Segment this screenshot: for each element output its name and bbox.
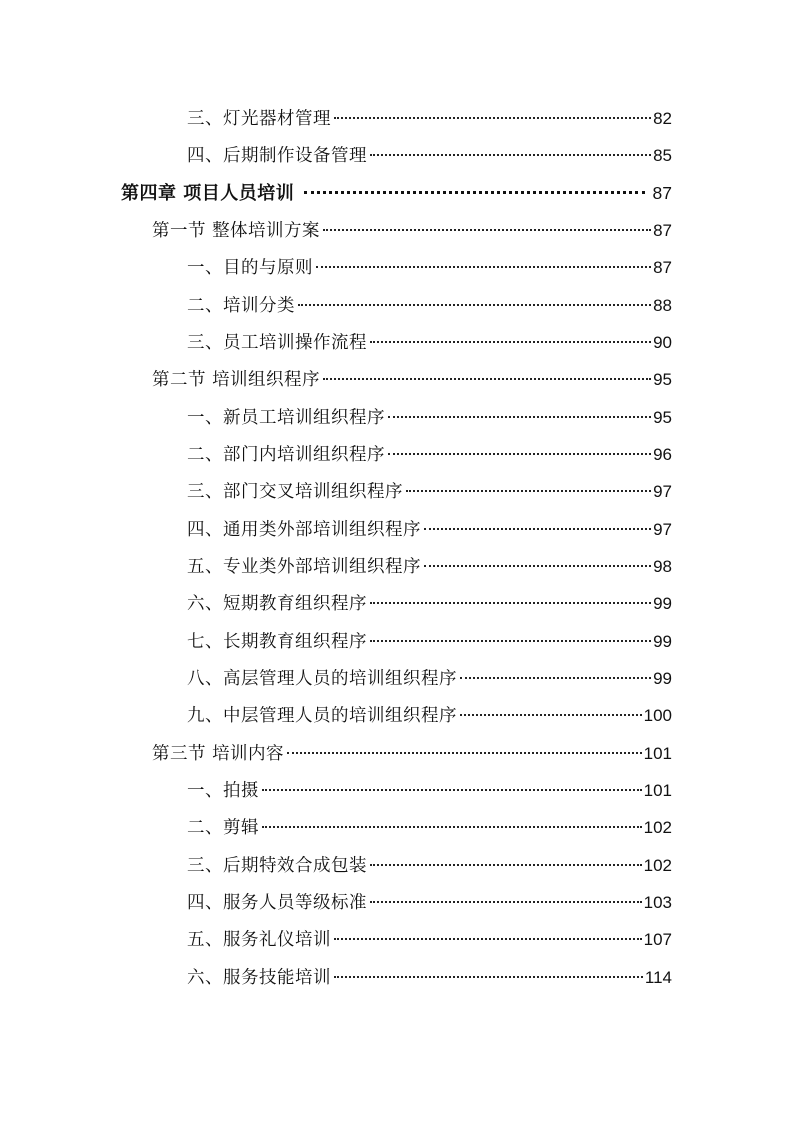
toc-leader-dots (388, 416, 651, 418)
toc-page-number: 85 (653, 146, 672, 165)
toc-entry-label: 九、中层管理人员的培训组织程序 (187, 706, 457, 726)
toc-entry[interactable] (187, 926, 672, 954)
toc-entry-label: 二、剪辑 (187, 818, 259, 838)
toc-entry-label: 三、员工培训操作流程 (187, 333, 367, 353)
toc-page-number: 90 (653, 333, 672, 352)
toc-entry-label: 第二节 培训组织程序 (152, 370, 321, 390)
toc-entry-label: 四、后期制作设备管理 (187, 146, 367, 166)
toc-entry-label: 四、服务人员等级标准 (187, 893, 367, 913)
toc-entry[interactable] (187, 964, 672, 992)
toc-entry[interactable] (187, 516, 672, 544)
toc-page-number: 99 (653, 632, 672, 651)
toc-page-number: 99 (653, 669, 672, 688)
toc-page-number: 98 (653, 557, 672, 576)
toc-section-entry[interactable] (152, 740, 672, 768)
toc-page-number: 87 (653, 221, 672, 240)
toc-leader-dots (323, 378, 651, 380)
toc-leader-dots (370, 341, 651, 343)
toc-entry-label: 六、服务技能培训 (187, 968, 331, 988)
toc-entry-label: 一、新员工培训组织程序 (187, 408, 385, 428)
toc-page-number: 96 (653, 445, 672, 464)
toc-page-number: 95 (653, 370, 672, 389)
toc-page-number: 88 (653, 296, 672, 315)
toc-entry[interactable] (187, 889, 672, 917)
toc-leader-dots (298, 304, 651, 306)
toc-section-entry[interactable] (152, 366, 672, 394)
toc-page-number: 97 (653, 482, 672, 501)
toc-entry[interactable] (187, 254, 672, 282)
toc-entry-label: 六、短期教育组织程序 (187, 594, 367, 614)
toc-entry[interactable] (187, 777, 672, 805)
toc-entry-label: 五、专业类外部培训组织程序 (187, 557, 421, 577)
toc-page-number: 102 (643, 856, 672, 875)
toc-page-number: 107 (643, 930, 672, 949)
toc-page-number: 87 (652, 183, 672, 203)
toc-entry-label: 第四章 项目人员培训 (121, 183, 295, 204)
toc-entry[interactable] (187, 590, 672, 618)
toc-entry-label: 三、部门交叉培训组织程序 (187, 482, 403, 502)
toc-leader-dots (460, 714, 642, 716)
toc-entry-label: 第三节 培训内容 (152, 744, 285, 764)
toc-entry[interactable] (187, 105, 672, 133)
toc-entry-label: 一、拍摄 (187, 781, 259, 801)
toc-page-number: 97 (653, 520, 672, 539)
toc-leader-dots (406, 490, 651, 492)
toc-leader-dots (424, 528, 651, 530)
toc-entry-label: 二、培训分类 (187, 296, 295, 316)
toc-page-number: 101 (643, 781, 672, 800)
toc-leader-dots (370, 640, 651, 642)
toc-leader-dots (262, 826, 642, 828)
toc-leader-dots (370, 901, 642, 903)
toc-leader-dots (316, 266, 651, 268)
toc-entry[interactable] (187, 628, 672, 656)
toc-entry-label: 一、目的与原则 (187, 258, 313, 278)
toc-page-number: 103 (643, 893, 672, 912)
toc-entry-label: 八、高层管理人员的培训组织程序 (187, 669, 457, 689)
toc-entry[interactable] (187, 329, 672, 357)
toc-page-number: 101 (643, 744, 672, 763)
toc-leader-dots (334, 117, 651, 119)
toc-page-number: 87 (653, 258, 672, 277)
toc-leader-dots (323, 229, 651, 231)
toc-entry-label: 五、服务礼仪培训 (187, 930, 331, 950)
toc-entry[interactable] (187, 404, 672, 432)
toc-entry[interactable] (187, 852, 672, 880)
toc-entry[interactable] (187, 292, 672, 320)
toc-leader-dots (388, 453, 651, 455)
toc-entry[interactable] (187, 665, 672, 693)
toc-entry-label: 二、部门内培训组织程序 (187, 445, 385, 465)
toc-entry[interactable] (187, 478, 672, 506)
toc-entry-label: 四、通用类外部培训组织程序 (187, 520, 421, 540)
toc-entry[interactable] (187, 814, 672, 842)
toc-page-number: 95 (653, 408, 672, 427)
toc-entry[interactable] (187, 702, 672, 730)
toc-leader-dots (287, 752, 642, 754)
toc-leader-dots (370, 154, 651, 156)
toc-page-number: 82 (653, 109, 672, 128)
toc-page-number: 100 (643, 706, 672, 725)
toc-entry-label: 七、长期教育组织程序 (187, 632, 367, 652)
toc-leader-dots (262, 789, 642, 791)
toc-entry[interactable] (187, 553, 672, 581)
toc-section-entry[interactable] (152, 217, 672, 245)
toc-leader-dots (334, 976, 643, 978)
toc-chapter-entry[interactable] (121, 179, 672, 207)
toc-entry[interactable] (187, 142, 672, 170)
toc-entry[interactable] (187, 441, 672, 469)
toc-leader-dots (370, 864, 642, 866)
toc-leader-dots (424, 565, 651, 567)
toc-page-number: 114 (644, 968, 672, 987)
toc-leader-dots (334, 938, 642, 940)
toc-leader-dots (460, 677, 651, 679)
toc-entry-label: 三、灯光器材管理 (187, 109, 331, 129)
toc-entry-label: 第一节 整体培训方案 (152, 221, 321, 241)
toc-leader-dots (370, 602, 651, 604)
toc-page-number: 102 (643, 818, 672, 837)
toc-page-number: 99 (653, 594, 672, 613)
toc-leader-dots (304, 191, 644, 194)
toc-entry-label: 三、后期特效合成包装 (187, 856, 367, 876)
